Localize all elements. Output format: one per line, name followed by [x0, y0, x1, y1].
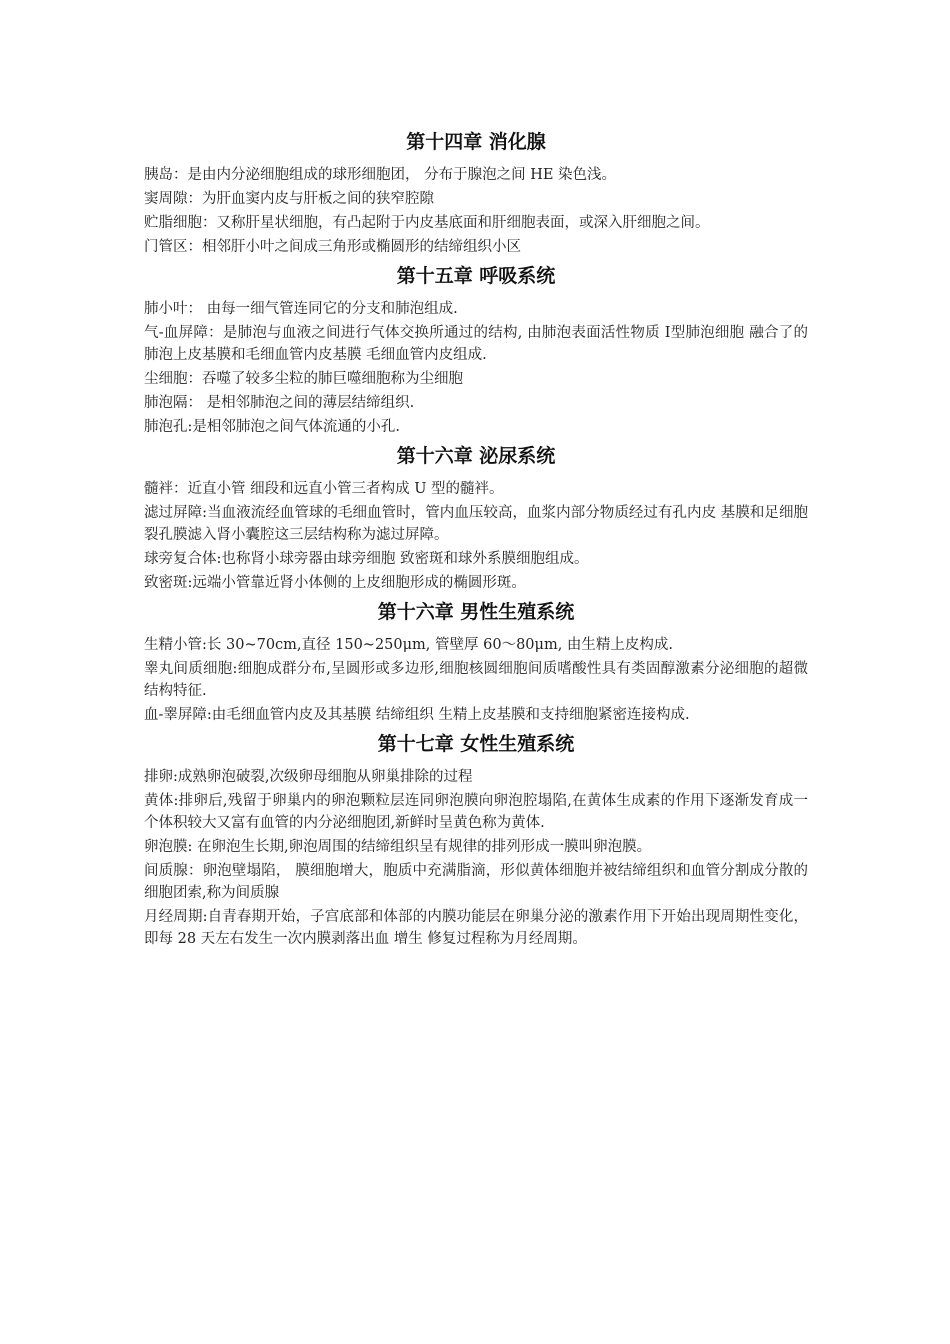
chapter-title-14: 第十四章 消化腺	[406, 131, 546, 153]
entry-theca-folliculi: 卵泡膜: 在卵泡生长期,卵泡周围的结缔组织呈有规律的排列形成一膜叫卵泡膜。	[144, 839, 652, 855]
entry-portal-area: 门管区：相邻肝小叶之间成三角形或椭圆形的结缔组织小区	[144, 239, 521, 255]
entry-macula-densa: 致密斑:远端小管靠近肾小体侧的上皮细胞形成的椭圆形斑。	[144, 575, 526, 591]
entry-blood-air-barrier: 气-血屏障：是肺泡与血液之间进行气体交换所通过的结构, 由肺泡表面活性物质 Ⅰ型肺泡细胞 融合了的肺泡上皮基膜和毛细血管内皮基膜 毛细血管内皮组成.	[144, 325, 808, 363]
entry-fat-storing-cell: 贮脂细胞：又称肝星状细胞，有凸起附于内皮基底面和肝细胞表面，或深入肝细胞之间。	[144, 215, 710, 231]
entry-ovulation: 排卵:成熟卵泡破裂,次级卵母细胞从卵巢排除的过程	[144, 769, 473, 785]
entry-dust-cell: 尘细胞：吞噬了较多尘粒的肺巨噬细胞称为尘细胞	[144, 371, 463, 387]
chapter-title-15: 第十五章 呼吸系统	[396, 265, 556, 287]
document-page	[144, 128, 808, 952]
entry-pulmonary-lobule: 肺小叶： 由每一细气管连同它的分支和肺泡组成.	[144, 301, 458, 317]
chapter-title-17: 第十七章 女性生殖系统	[377, 733, 575, 755]
entry-corpus-luteum: 黄体:排卵后,残留于卵巢内的卵泡颗粒层连同卵泡膜向卵泡腔塌陷,在黄体生成素的作用下逐渐发育成一个体积较大又富有血管的内分泌细胞团,新鲜时呈黄色称为黄体.	[144, 793, 808, 831]
entry-menstrual-cycle: 月经周期:自青春期开始，子宫底部和体部的内膜功能层在卵巢分泌的激素作用下开始出现周期性变化，即每 28 天左右发生一次内膜剥落出血 增生 修复过程称为月经周期。	[144, 909, 808, 947]
entry-blood-testis-barrier: 血-睾屏障:由毛细血管内皮及其基膜 结缔组织 生精上皮基膜和支持细胞紧密连接构成.	[144, 707, 690, 723]
entry-filtration-barrier: 滤过屏障:当血液流经血管球的毛细血管时，管内血压较高，血浆内部分物质经过有孔内皮 基膜和足细胞裂孔膜滤入肾小囊腔这三层结构称为滤过屏障。	[144, 505, 808, 543]
entry-alveolar-pore: 肺泡孔:是相邻肺泡之间气体流通的小孔.	[144, 419, 400, 435]
entry-pancreatic-islet: 胰岛：是由内分泌细胞组成的球形细胞团， 分布于腺泡之间 HE 染色浅。	[144, 167, 617, 183]
chapter-title-16-urinary: 第十六章 泌尿系统	[396, 445, 556, 467]
entry-interstitial-gland: 间质腺：卵泡壁塌陷， 膜细胞增大，胞质中充满脂滴，形似黄体细胞并被结缔组织和血管分割成分散的细胞团索,称为间质腺	[144, 863, 808, 901]
entry-alveolar-septum: 肺泡隔： 是相邻肺泡之间的薄层结缔组织.	[144, 395, 415, 411]
entry-perisinusoidal-space: 窦周隙：为肝血窦内皮与肝板之间的狭窄腔隙	[144, 191, 434, 207]
chapter-title-16-male: 第十六章 男性生殖系统	[377, 601, 575, 623]
entry-medullary-loop: 髓袢：近直小管 细段和远直小管三者构成 U 型的髓袢。	[144, 481, 504, 497]
entry-leydig-cell: 睾丸间质细胞:细胞成群分布,呈圆形或多边形,细胞核圆细胞间质嗜酸性具有类固醇激素分泌细胞的超微结构特征.	[144, 661, 808, 699]
entry-seminiferous-tubule: 生精小管:长 30~70cm,直径 150~250μm, 管壁厚 60～80μm, 由生精上皮构成.	[144, 637, 674, 653]
entry-juxtaglomerular-complex: 球旁复合体:也称肾小球旁器由球旁细胞 致密斑和球外系膜细胞组成。	[144, 551, 589, 567]
